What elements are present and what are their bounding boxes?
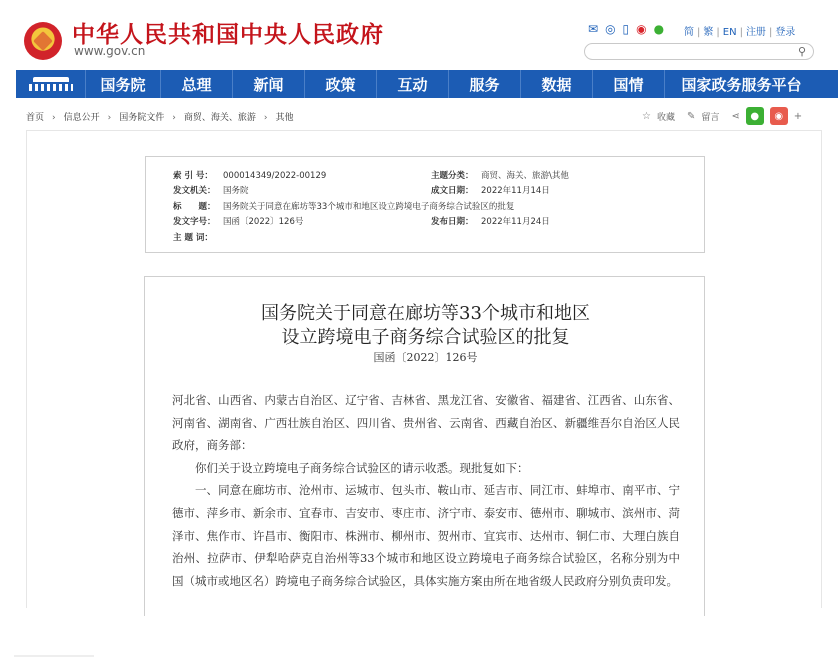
link-english[interactable]: EN	[722, 27, 737, 38]
meta-docno: 发文字号： 国函〔2022〕126号	[173, 217, 304, 227]
national-emblem-icon[interactable]	[24, 22, 62, 60]
mail-icon[interactable]: ✉	[588, 22, 599, 36]
comment-button[interactable]: 留言	[701, 112, 720, 123]
chevron-right-icon: ›	[263, 113, 268, 123]
breadcrumb-home[interactable]: 首页	[26, 113, 45, 123]
site-title[interactable]: 中华人民共和国中央人民政府	[72, 22, 384, 48]
search-input[interactable]	[584, 43, 814, 60]
wechat-share-icon[interactable]: ●	[746, 107, 764, 125]
nav-item-national-info[interactable]: 国情	[593, 70, 665, 98]
document-text	[172, 389, 680, 592]
footer-divider	[14, 655, 94, 657]
nav-item-gov-service-platform[interactable]: 国家政务服务平台	[681, 75, 802, 94]
breadcrumb-category[interactable]: 商贸、海关、旅游	[183, 113, 256, 123]
paragraph-item-1: 一、同意在廊坊市、沧州市、运城市、包头市、鞍山市、延吉市、同江市、蚌埠市、南平市、宁德市、萍乡市、新余市、宜春市、吉安市、枣庄市、济宁市、泰安市、德州市、聊城市、滨州市、菏泽市、焦作市、许昌市、衡阳市、株洲市、柳州市、贺州市、宜宾市、达州市、铜仁市、大理白族自治州、拉萨市、伊犁哈萨克自治州等33个城市和地区设立跨境电子商务综合试验区，名称分别为中国（城市或地区名）跨境电子商务综合试验区，具体实施方案由所在地省级人民政府分别负责印发。	[172, 483, 680, 588]
meta-index: 索 引 号： 000014349/2022-00129	[173, 171, 327, 181]
nav-item-premier[interactable]: 总理	[161, 70, 233, 98]
nav-home[interactable]	[16, 70, 86, 98]
document-title-line1: 国务院关于同意在廊坊等33个城市和地区	[261, 303, 590, 324]
paragraph-intro: 你们关于设立跨境电子商务综合试验区的请示收悉。现批复如下：	[195, 460, 529, 475]
share-icon[interactable]: ⋖	[731, 110, 740, 122]
breadcrumb-docs[interactable]: 国务院文件	[119, 113, 165, 123]
header	[0, 0, 838, 70]
chevron-right-icon: ›	[107, 113, 112, 123]
plus-icon[interactable]: +	[793, 110, 803, 122]
nav-item-state-council[interactable]: 国务院	[86, 70, 161, 98]
meta-date: 成文日期： 2022年11月14日	[431, 186, 550, 196]
main-nav	[16, 70, 838, 98]
breadcrumb-info[interactable]: 信息公开	[63, 113, 100, 123]
meta-title: 标 题： 国务院关于同意在廊坊等33个城市和地区设立跨境电子商务综合试验区的批复	[173, 202, 515, 212]
top-links: 简 | 繁 | EN | 注册 | 登录	[684, 27, 796, 38]
mobile-icon[interactable]: ▯	[622, 22, 630, 36]
nav-item-news[interactable]: 新闻	[233, 70, 305, 98]
wechat-icon[interactable]: ●	[653, 22, 665, 36]
weibo-icon[interactable]: ◉	[636, 22, 647, 36]
document-number: 国函〔2022〕126号	[373, 351, 478, 364]
paragraph-recipients: 河北省、山西省、内蒙古自治区、辽宁省、吉林省、黑龙江省、安徽省、福建省、江西省、山东省、河南省、湖南省、广西壮族自治区、四川省、贵州省、云南省、西藏自治区、新疆维吾尔自治区人民政府，商务部：	[172, 393, 680, 453]
nav-item-services[interactable]: 服务	[449, 70, 521, 98]
meta-publish: 发布日期： 2022年11月24日	[431, 217, 550, 227]
top-icons	[588, 22, 664, 36]
star-icon[interactable]: ☆	[642, 110, 651, 122]
chevron-right-icon: ›	[172, 113, 176, 123]
message-icon[interactable]: ◎	[605, 22, 616, 36]
pen-icon[interactable]: ✎	[686, 110, 696, 122]
nav-item-data[interactable]: 数据	[521, 70, 593, 98]
chevron-right-icon: ›	[52, 113, 56, 123]
collect-button[interactable]: 收藏	[656, 112, 675, 123]
share-tools	[642, 107, 802, 125]
tiananmen-icon	[29, 75, 73, 93]
search-icon[interactable]: ⚲	[797, 45, 806, 58]
nav-item-interaction[interactable]: 互动	[377, 70, 449, 98]
nav-item-policy[interactable]: 政策	[305, 70, 377, 98]
document-title-line2: 设立跨境电子商务综合试验区的批复	[281, 327, 570, 348]
breadcrumb-other[interactable]: 其他	[275, 113, 294, 123]
link-login[interactable]: 登录	[775, 27, 796, 38]
meta-issuer: 发文机关： 国务院	[173, 186, 249, 196]
weibo-share-icon[interactable]: ◉	[770, 107, 788, 125]
link-register[interactable]: 注册	[745, 27, 766, 38]
link-simplified[interactable]: 简	[684, 27, 694, 38]
breadcrumb	[26, 110, 294, 123]
site-url: www.gov.cn	[74, 44, 146, 58]
document-body	[144, 276, 705, 616]
meta-keywords: 主 题 词：	[173, 233, 213, 243]
meta-category: 主题分类： 商贸、海关、旅游\其他	[431, 171, 569, 181]
link-traditional[interactable]: 繁	[703, 27, 714, 38]
document-metadata	[145, 156, 705, 253]
